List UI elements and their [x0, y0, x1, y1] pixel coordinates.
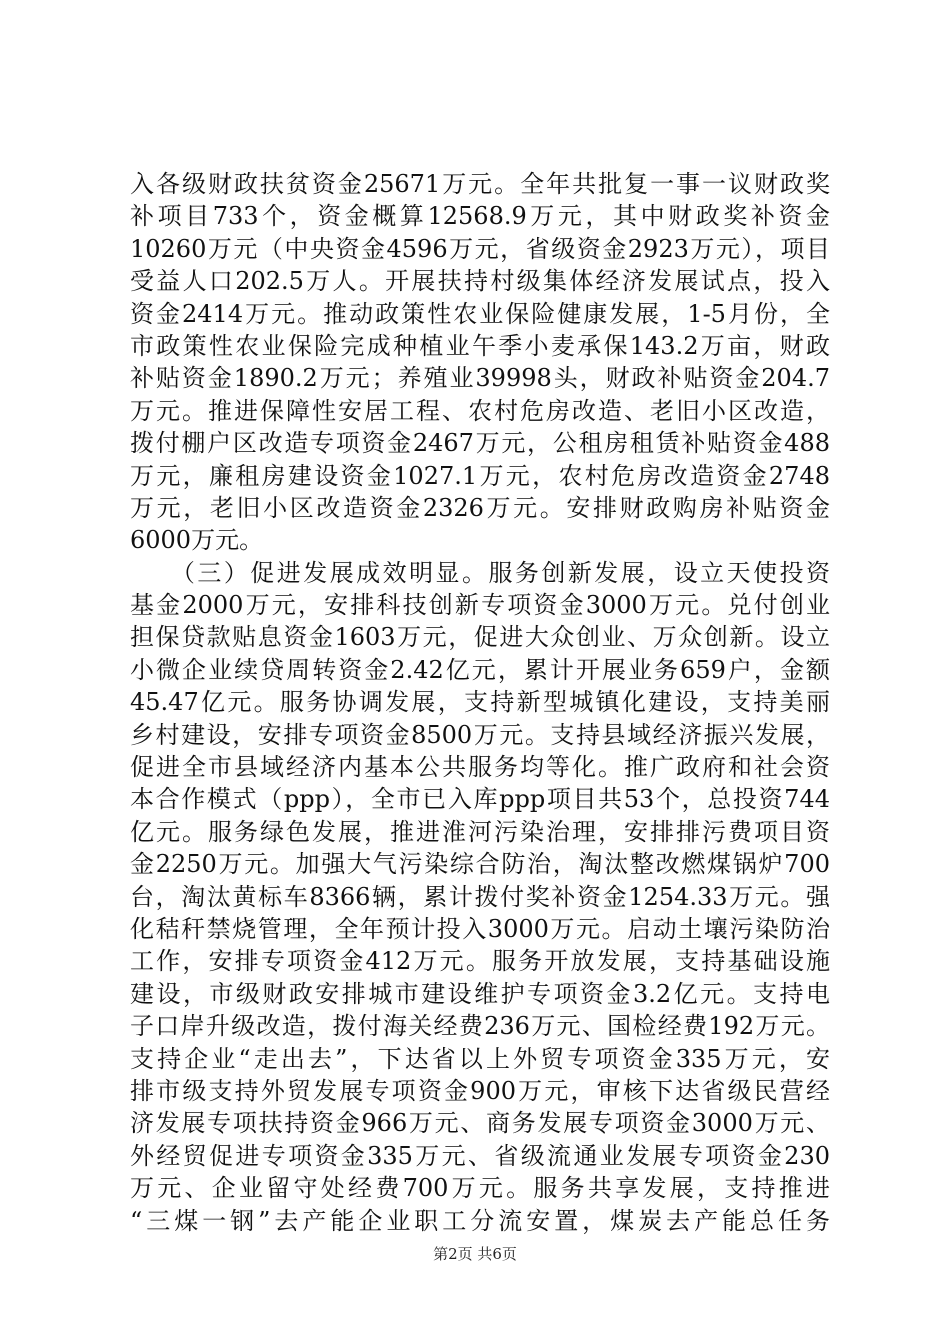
body-text [130, 168, 830, 1237]
text-line: 建设，市级财政安排城市建设维护专项资金3.2亿元。支持电 [130, 979, 830, 1008]
text-line: 10260万元（中央资金4596万元，省级资金2923万元），项目 [130, 234, 830, 263]
text-line: 补贴资金1890.2万元；养殖业39998头，财政补贴资金204.7 [130, 364, 830, 393]
page-footer: 第2页 共6页 [433, 1245, 517, 1263]
text-line: 万元，老旧小区改造资金2326万元。安排财政购房补贴资金 [130, 493, 830, 522]
text-line: 小微企业续贷周转资金2.42亿元，累计开展业务659户，金额 [130, 655, 830, 684]
text-line: 拨付棚户区改造专项资金2467万元，公租房租赁补贴资金488 [130, 429, 830, 458]
text-line: 基金2000万元，安排科技创新专项资金3000万元。兑付创业 [130, 591, 830, 620]
text-line: 金2250万元。加强大气污染综合防治，淘汰整改燃煤锅炉700 [130, 850, 830, 879]
text-line: 济发展专项扶持资金966万元、商务发展专项资金3000万元、 [130, 1109, 830, 1138]
text-line: 本合作模式（ppp），全市已入库ppp项目共53个，总投资744 [130, 785, 830, 814]
text-line: 6000万元。 [130, 526, 264, 555]
text-line: 化秸秆禁烧管理，全年预计投入3000万元。启动土壤污染防治 [130, 914, 830, 943]
text-line: 工作，安排专项资金412万元。服务开放发展，支持基础设施 [130, 947, 830, 976]
text-line: 外经贸促进专项资金335万元、省级流通业发展专项资金230 [130, 1141, 830, 1170]
text-line: 台，淘汰黄标车8366辆，累计拨付奖补资金1254.33万元。强 [130, 882, 830, 911]
text-line: 补项目733个，资金概算12568.9万元，其中财政奖补资金 [130, 202, 830, 231]
text-line: 资金2414万元。推动政策性农业保险健康发展，1-5月份，全 [130, 299, 830, 328]
text-line: 万元，廉租房建设资金1027.1万元，农村危房改造资金2748 [130, 461, 830, 490]
text-line: 45.47亿元。服务协调发展，支持新型城镇化建设，支持美丽 [130, 688, 830, 717]
text-line: 受益人口202.5万人。开展扶持村级集体经济发展试点，投入 [130, 267, 830, 296]
text-line: 万元。推进保障性安居工程、农村危房改造、老旧小区改造， [130, 396, 830, 425]
text-line: 子口岸升级改造，拨付海关经费236万元、国检经费192万元。 [130, 1012, 830, 1041]
text-line: 万元、企业留守处经费700万元。服务共享发展，支持推进 [130, 1174, 830, 1203]
text-line: 乡村建设，安排专项资金8500万元。支持县域经济振兴发展， [130, 720, 830, 749]
text-line: 排市级支持外贸发展专项资金900万元，审核下达省级民营经 [130, 1076, 830, 1105]
text-line: 担保贷款贴息资金1603万元，促进大众创业、万众创新。设立 [130, 623, 830, 652]
text-line: 促进全市县域经济内基本公共服务均等化。推广政府和社会资 [130, 753, 830, 782]
text-line: “三煤一钢”去产能企业职工分流安置，煤炭去产能总任务 [130, 1206, 830, 1235]
text-line: 入各级财政扶贫资金25671万元。全年共批复一事一议财政奖 [130, 170, 830, 198]
text-line: 亿元。服务绿色发展，推进淮河污染治理，安排排污费项目资 [130, 817, 830, 846]
text-line: 市政策性农业保险完成种植业午季小麦承保143.2万亩，财政 [130, 331, 830, 360]
text-line: （三）促进发展成效明显。服务创新发展，设立天使投资 [130, 558, 830, 587]
text-line: 支持企业“走出去”，下达省以上外贸专项资金335万元，安 [130, 1044, 830, 1073]
